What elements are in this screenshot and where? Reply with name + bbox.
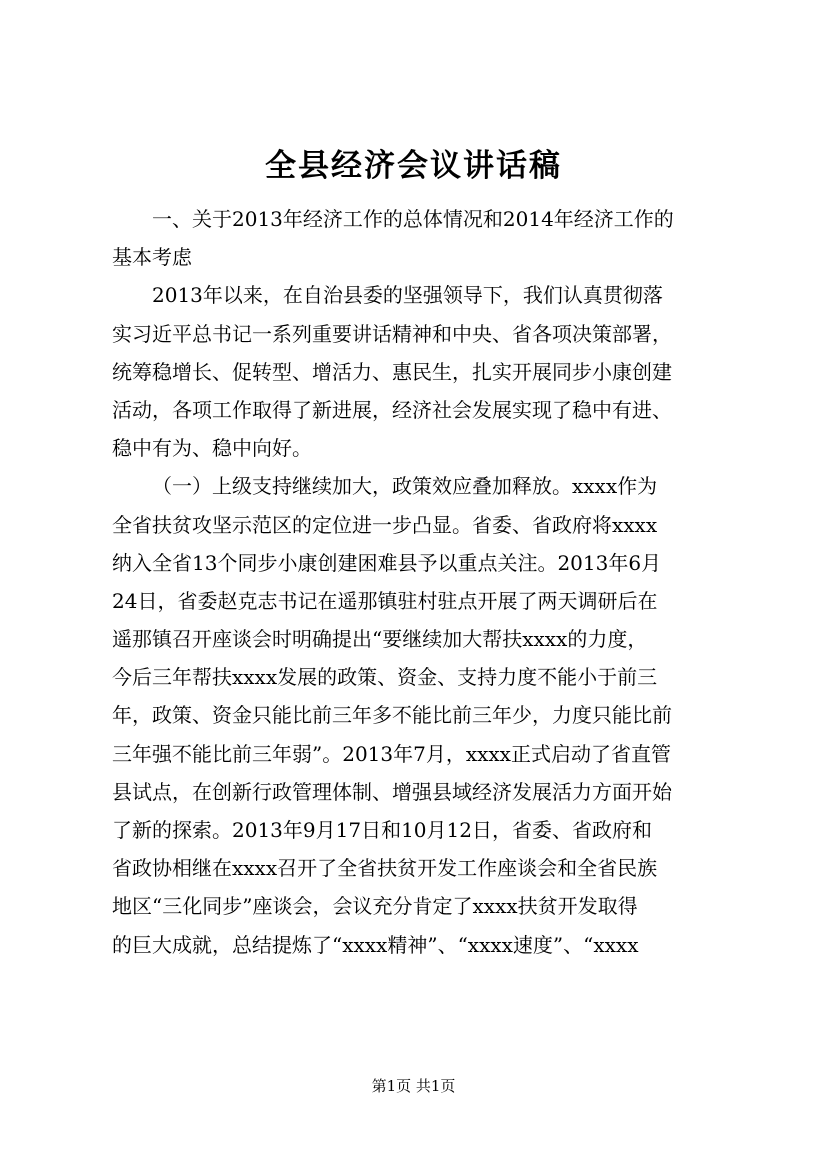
paragraph-line: （一）上级支持继续加大，政策效应叠加释放。xxxx作为 xyxy=(152,474,658,499)
paragraph-line: 县试点，在创新行政管理体制、增强县域经济发展活力方面开始 xyxy=(112,779,672,804)
paragraph-line: 省政协相继在xxxx召开了全省扶贫开发工作座谈会和全省民族 xyxy=(112,856,658,881)
page-footer: 第1页 共1页 xyxy=(371,1077,456,1095)
paragraph-line: 24日，省委赵克志书记在遥那镇驻村驻点开展了两天调研后在 xyxy=(112,588,658,613)
paragraph-line: 活动，各项工作取得了新进展，经济社会发展实现了稳中有进、 xyxy=(112,397,672,422)
paragraph-line: 统筹稳增长、促转型、增活力、惠民生，扎实开展同步小康创建 xyxy=(112,359,672,384)
paragraph-line: 遥那镇召开座谈会时明确提出“要继续加大帮扶xxxx的力度， xyxy=(112,627,648,652)
paragraph-line: 了新的探索。2013年9月17日和10月12日，省委、省政府和 xyxy=(112,818,652,842)
paragraph-line: 稳中有为、稳中向好。 xyxy=(112,436,312,461)
paragraph-line: 2013年以来，在自治县委的坚强领导下，我们认真贯彻落 xyxy=(152,283,663,308)
heading-line: 基本考虑 xyxy=(112,245,192,270)
paragraph-line: 的巨大成就，总结提炼了“xxxx精神”、“xxxx速度”、“xxxx xyxy=(112,932,639,957)
paragraph-line: 实习近平总书记一系列重要讲话精神和中央、省各项决策部署， xyxy=(112,321,672,346)
paragraph-line: 三年强不能比前三年弱”。2013年7月，xxxx正式启动了省直管 xyxy=(112,741,671,766)
heading-line: 一、关于2013年经济工作的总体情况和2014年经济工作的 xyxy=(152,207,674,231)
document-title: 全县经济会议讲话稿 xyxy=(265,148,562,184)
paragraph-line: 全省扶贫攻坚示范区的定位进一步凸显。省委、省政府将xxxx xyxy=(112,512,658,537)
paragraph-line: 纳入全省13个同步小康创建困难县予以重点关注。2013年6月 xyxy=(112,550,662,575)
paragraph-line: 年，政策、资金只能比前三年多不能比前三年少，力度只能比前 xyxy=(112,703,672,728)
paragraph-line: 地区“三化同步”座谈会，会议充分肯定了xxxx扶贫开发取得 xyxy=(112,894,638,919)
paragraph-line: 今后三年帮扶xxxx发展的政策、资金、支持力度不能小于前三 xyxy=(112,665,658,690)
document-body xyxy=(112,200,740,964)
